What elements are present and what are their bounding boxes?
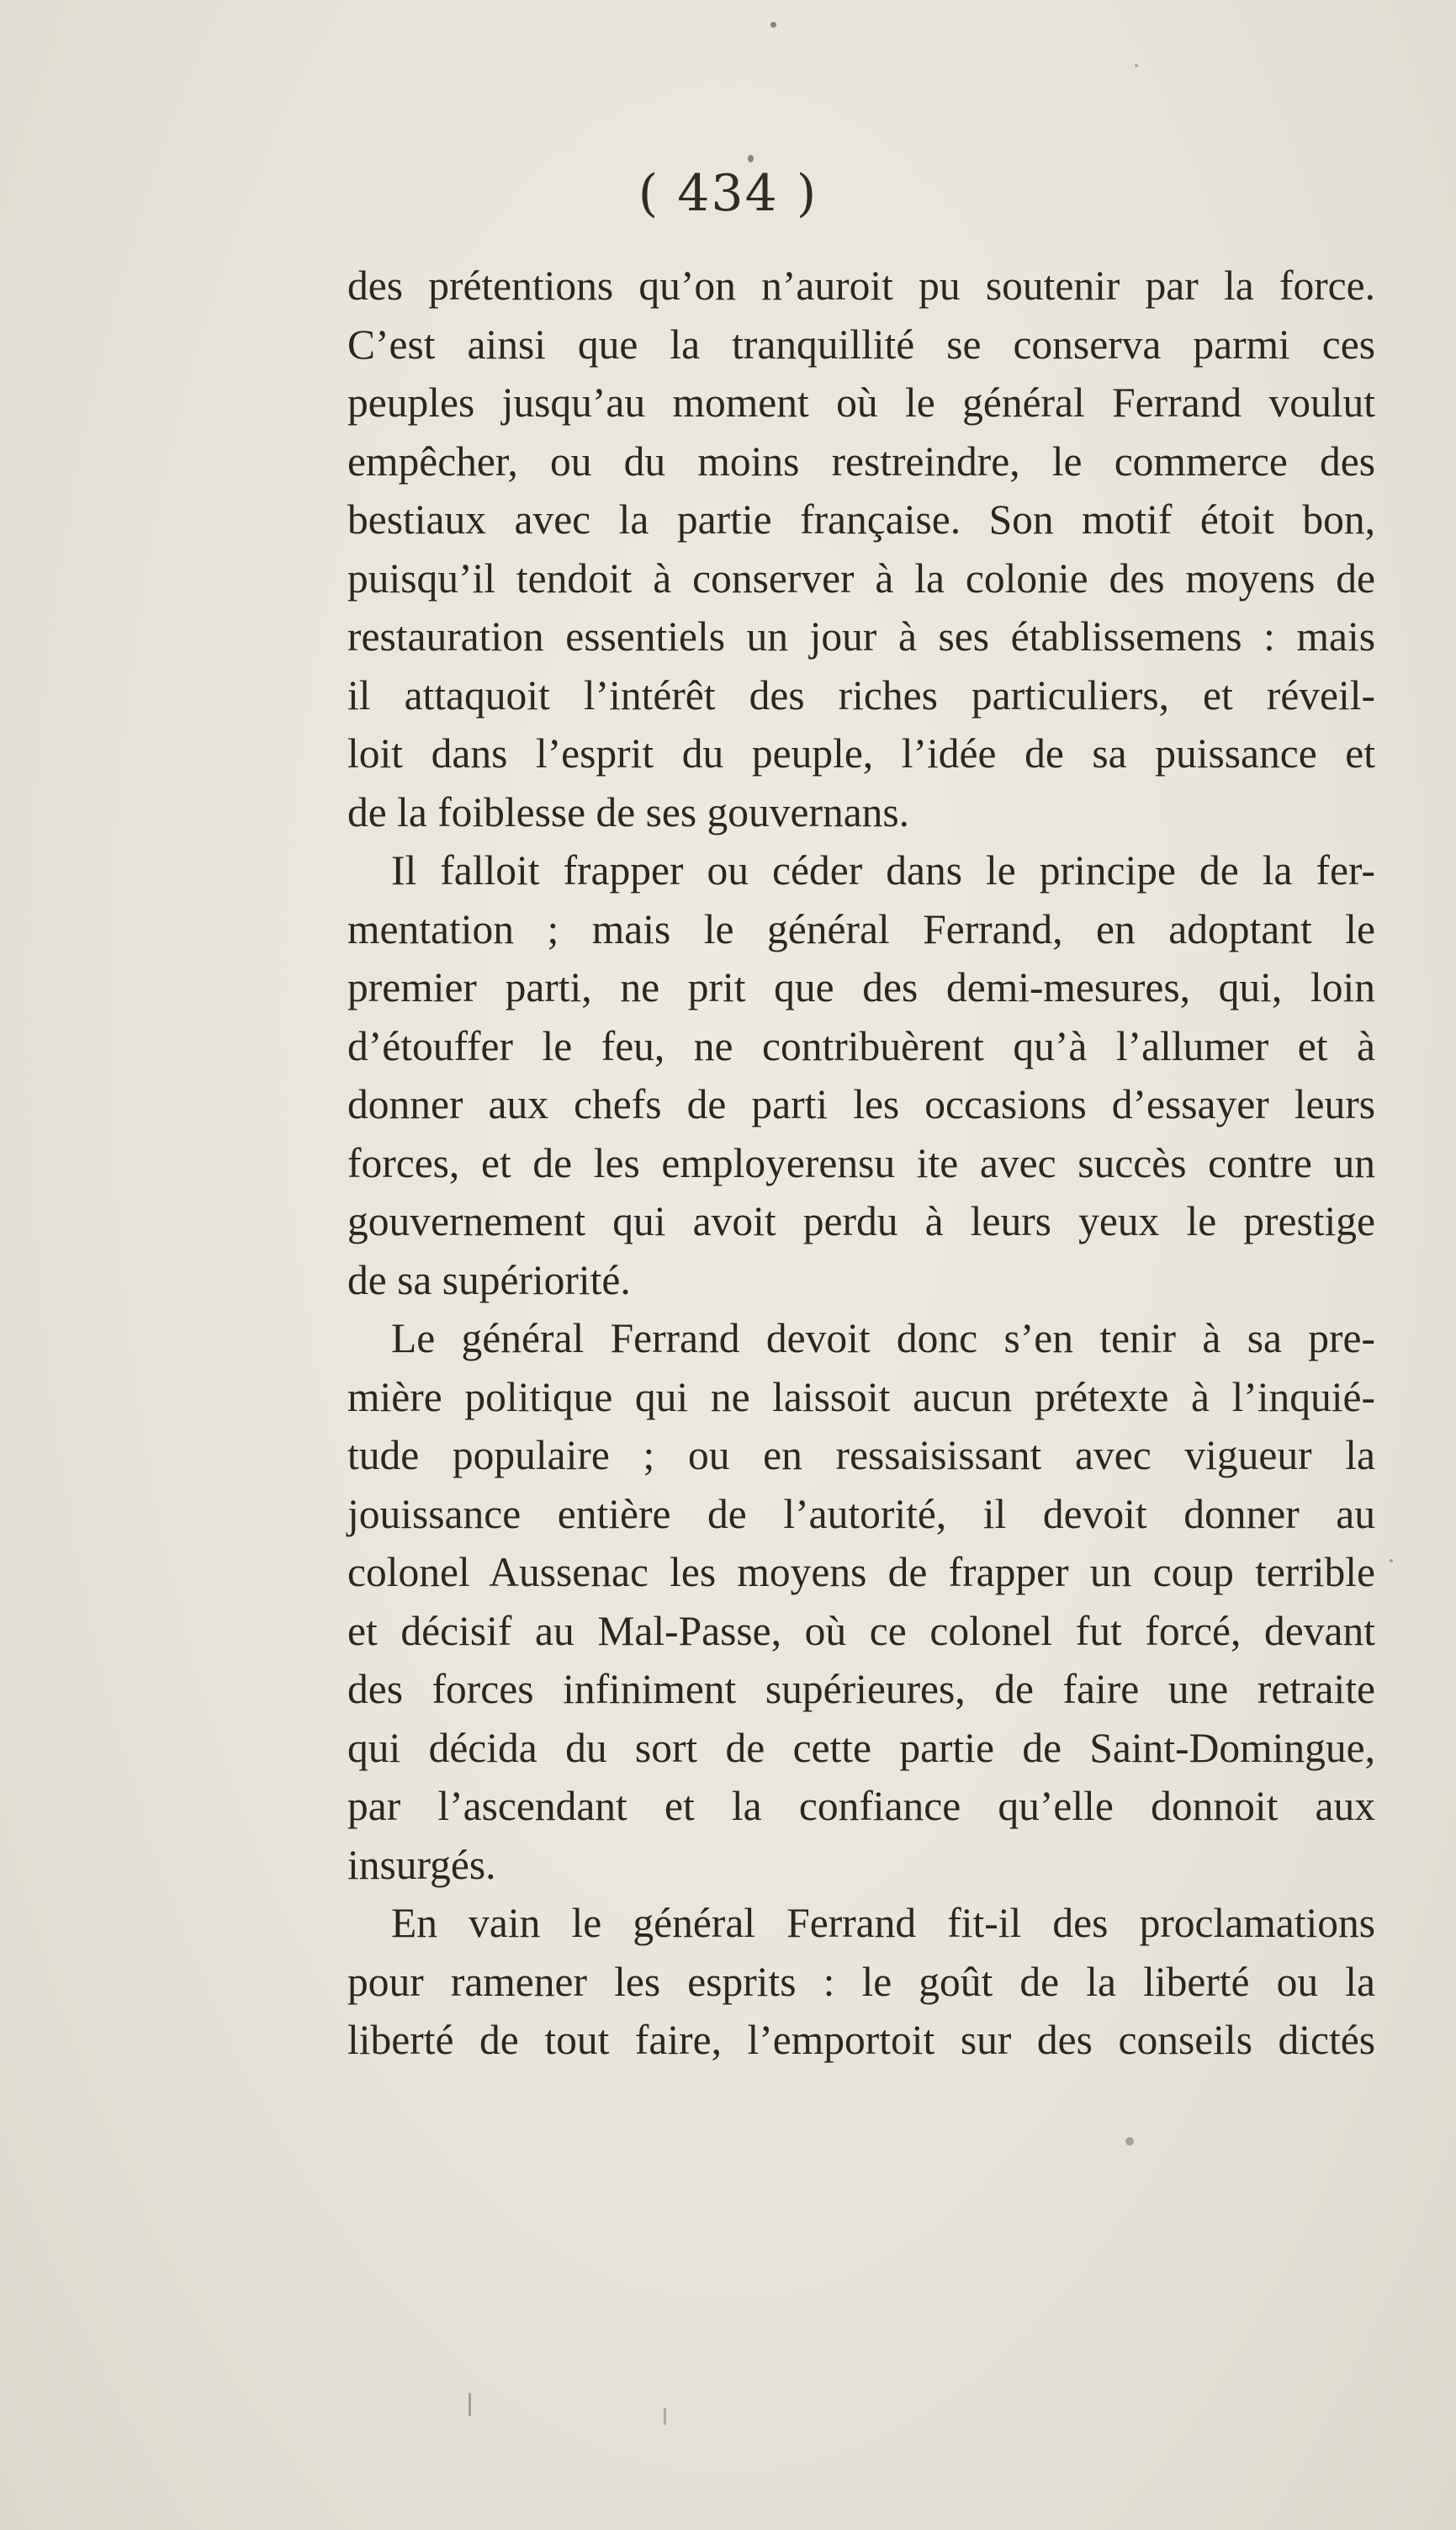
text-line: Le général Ferrand devoit donc s’en tenir à sa pre- — [391, 1315, 1375, 1361]
text-line: empêcher, ou du moins restreindre, le commerce des — [347, 438, 1375, 485]
text-line: qui décida du sort de cette partie de Saint-Domingue, — [347, 1724, 1375, 1771]
paper-speck — [664, 2408, 666, 2425]
text-line: d’étouffer le feu, ne contribuèrent qu’à l’allumer et à — [347, 1022, 1375, 1069]
paper-speck — [770, 22, 776, 28]
text-line: donner aux chefs de parti les occasions d’essayer leurs — [347, 1081, 1375, 1127]
text-line: et décisif au Mal-Passe, où ce colonel fut forcé, devant — [347, 1607, 1375, 1654]
paper-speck — [469, 2393, 471, 2416]
paper-speck — [1390, 1559, 1393, 1562]
body-text — [347, 257, 1375, 2070]
text-line: forces, et de les employerensu ite avec succès contre un — [347, 1139, 1375, 1186]
text-line: premier parti, ne prit que des demi-mesures, qui, loin — [347, 964, 1375, 1010]
text-line: il attaquoit l’intérêt des riches particuliers, et réveil- — [347, 671, 1375, 719]
paragraph-3 — [347, 1309, 1375, 1894]
paper-speck — [1125, 2137, 1134, 2145]
text-line: peuples jusqu’au moment où le général Ferrand voulut — [347, 379, 1375, 426]
text-line: tude populaire ; ou en ressaisissant avec vigueur la — [347, 1432, 1375, 1478]
text-line: loit dans l’esprit du peuple, l’idée de sa puissance et — [347, 730, 1375, 777]
text-line: des forces infiniment supérieures, de faire une retraite — [347, 1666, 1375, 1712]
text-line: mentation ; mais le général Ferrand, en adoptant le — [347, 905, 1375, 952]
paper-speck — [1135, 64, 1138, 67]
text-line: des prétentions qu’on n’auroit pu soutenir par la force. — [347, 263, 1375, 309]
text-line: par l’ascendant et la confiance qu’elle donnoit aux — [347, 1783, 1375, 1829]
text-line: gouvernement qui avoit perdu à leurs yeux le prestige — [347, 1198, 1375, 1244]
text-line: jouissance entière de l’autorité, il devoit donner au — [347, 1490, 1375, 1537]
text-line: En vain le général Ferrand fit-il des proclamations — [391, 1900, 1375, 1946]
text-line: de la foiblesse de ses gouvernans. — [347, 788, 910, 835]
text-line: colonel Aussenac les moyens de frapper un coup terrible — [347, 1549, 1375, 1595]
text-line: puisqu’il tendoit à conserver à la colonie des moyens de — [347, 554, 1375, 602]
text-line: restauration essentiels un jour à ses établissemens : mais — [347, 613, 1375, 660]
text-line: de sa supériorité. — [347, 1256, 631, 1303]
paper-speck — [748, 155, 754, 162]
paragraph-1 — [347, 257, 1375, 841]
text-line: pour ramener les esprits : le goût de la liberté ou la — [347, 1958, 1375, 2005]
paragraph-4 — [347, 1894, 1375, 2070]
text-line: Il falloit frapper ou céder dans le principe de la fer- — [391, 847, 1375, 894]
page-number: ( 434 ) — [638, 164, 818, 223]
text-line: liberté de tout faire, l’emportoit sur des conseils dictés — [347, 2017, 1375, 2063]
text-line: insurgés. — [347, 1841, 496, 1888]
text-line: mière politique qui ne laissoit aucun prétexte à l’inquié- — [347, 1373, 1375, 1420]
text-line: C’est ainsi que la tranquillité se conserva parmi ces — [347, 321, 1375, 368]
paragraph-2 — [347, 841, 1375, 1309]
text-line: bestiaux avec la partie française. Son motif étoit bon, — [347, 496, 1375, 543]
